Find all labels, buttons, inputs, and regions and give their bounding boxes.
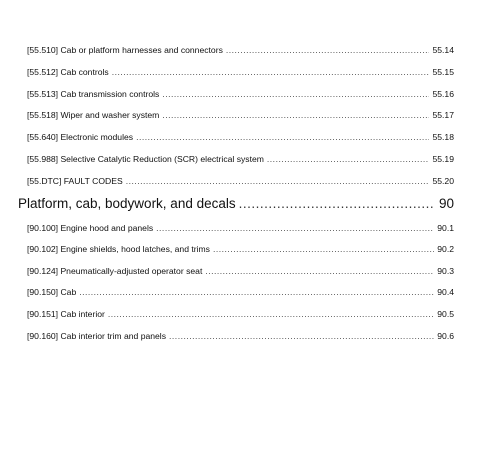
- toc-entry-code: [90.124]: [27, 266, 59, 276]
- toc-entry-code: [90.102]: [27, 244, 59, 254]
- toc-entry[interactable]: [27, 44, 454, 56]
- toc-entry[interactable]: [27, 286, 454, 298]
- toc-entry[interactable]: [27, 153, 454, 165]
- dot-leader: [108, 308, 434, 320]
- toc-entry-label: [27, 243, 210, 255]
- toc-entry-label: [27, 88, 159, 100]
- toc-entry-title: Cab interior: [60, 309, 105, 319]
- toc-section-heading[interactable]: [18, 195, 454, 213]
- toc-entry-title: Engine shields, hood latches, and trims: [60, 244, 210, 254]
- toc-entry-title: Pneumatically-adjusted operator seat: [60, 266, 203, 276]
- toc-entry-page: 90.1: [437, 223, 454, 233]
- toc-entry[interactable]: [27, 265, 454, 277]
- toc-entry-label: [27, 153, 264, 165]
- toc-entry-page: 55.19: [432, 154, 454, 164]
- dot-leader: [239, 195, 435, 213]
- toc-entry-label: [27, 286, 76, 298]
- toc-entry-page: 55.18: [432, 132, 454, 142]
- toc-entry-title: Cab or platform harnesses and connectors: [60, 45, 223, 55]
- toc-entry[interactable]: [27, 66, 454, 78]
- toc-entry-page: 55.17: [432, 110, 454, 120]
- toc-entry-title: Electronic modules: [60, 132, 134, 142]
- toc-entry[interactable]: [27, 308, 454, 320]
- toc-entry[interactable]: [27, 109, 454, 121]
- toc-entry-label: [27, 308, 105, 320]
- dot-leader: [162, 109, 429, 121]
- toc-entry-code: [55.513]: [27, 89, 59, 99]
- dot-leader: [169, 330, 434, 342]
- toc-entry-code: [90.100]: [27, 223, 59, 233]
- toc-entry-code: [90.150]: [27, 287, 59, 297]
- toc-section-title: Platform, cab, bodywork, and decals: [18, 196, 236, 211]
- toc-section-page: 90: [438, 196, 454, 211]
- toc-entry-page: 90.5: [437, 309, 454, 319]
- toc-entry-code: [55.510]: [27, 45, 59, 55]
- toc-entry-label: [27, 44, 223, 56]
- dot-leader: [226, 44, 430, 56]
- toc-entry-page: 90.4: [437, 287, 454, 297]
- toc-entry-label: [27, 175, 123, 187]
- toc-entry-page: 55.16: [432, 89, 454, 99]
- toc-entry-page: 90.6: [437, 331, 454, 341]
- toc-entry-label: [27, 66, 109, 78]
- toc-entry-page: 55.15: [432, 67, 454, 77]
- toc-entry-page: 55.14: [432, 45, 454, 55]
- dot-leader: [162, 88, 429, 100]
- toc-entry-title: Cab interior trim and panels: [60, 331, 167, 341]
- dot-leader: [126, 175, 430, 187]
- toc-entry-code: [90.160]: [27, 331, 59, 341]
- dot-leader: [267, 153, 430, 165]
- toc-entry-label: [27, 131, 133, 143]
- toc-entry[interactable]: [27, 88, 454, 100]
- dot-leader: [112, 66, 430, 78]
- toc-entry-label: [27, 109, 159, 121]
- toc-entry-title: FAULT CODES: [63, 176, 123, 186]
- toc-entry-code: [55.640]: [27, 132, 59, 142]
- toc-entry-title: Selective Catalytic Reduction (SCR) electrical system: [60, 154, 264, 164]
- toc-entry-page: 90.3: [437, 266, 454, 276]
- toc-entry[interactable]: [27, 131, 454, 143]
- toc-entry[interactable]: [27, 222, 454, 234]
- toc-entry[interactable]: [27, 243, 454, 255]
- toc-entry-title: Engine hood and panels: [60, 223, 154, 233]
- dot-leader: [136, 131, 429, 143]
- toc-entry[interactable]: [27, 175, 454, 187]
- toc-entry-code: [55.512]: [27, 67, 59, 77]
- dot-leader: [79, 286, 434, 298]
- dot-leader: [156, 222, 434, 234]
- toc-entry-title: Cab: [60, 287, 77, 297]
- toc-entry[interactable]: [27, 330, 454, 342]
- toc-entry-label: [27, 222, 153, 234]
- toc-entry-code: [55.DTC]: [27, 176, 62, 186]
- dot-leader: [213, 243, 434, 255]
- toc-entry-title: Cab controls: [60, 67, 109, 77]
- toc-entry-label: [27, 265, 202, 277]
- dot-leader: [205, 265, 434, 277]
- toc-entry-title: Cab transmission controls: [60, 89, 160, 99]
- toc-entry-page: 90.2: [437, 244, 454, 254]
- toc-entry-code: [55.518]: [27, 110, 59, 120]
- toc-entry-page: 55.20: [432, 176, 454, 186]
- toc-entry-code: [55.988]: [27, 154, 59, 164]
- toc-entry-label: [27, 330, 166, 342]
- toc-entry-code: [90.151]: [27, 309, 59, 319]
- toc-entry-title: Wiper and washer system: [60, 110, 160, 120]
